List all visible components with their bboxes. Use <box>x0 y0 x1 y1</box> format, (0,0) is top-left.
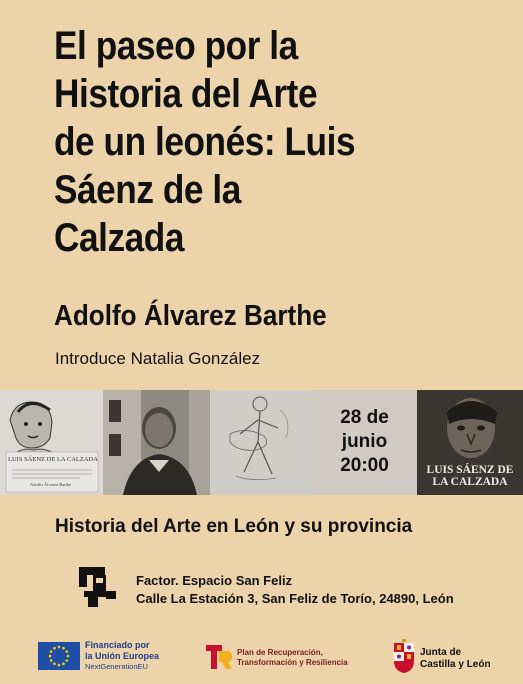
eu-stars-icon <box>38 642 80 670</box>
event-title <box>54 22 441 262</box>
title-line: Sáenz de la <box>54 168 241 212</box>
eu-text-line1: Financiado por <box>85 640 150 650</box>
date-month: junio <box>341 431 388 452</box>
title-line: El paseo por la <box>54 24 298 68</box>
book-cover-image <box>0 390 103 495</box>
title-line: Calzada <box>54 216 184 260</box>
title-line: Historia del Arte <box>54 72 318 116</box>
speaker-name: Adolfo Álvarez Barthe <box>54 300 327 332</box>
eu-text-line3: NextGenerationEU <box>85 662 148 671</box>
factor-logo-icon <box>76 565 120 609</box>
portrait-photo <box>103 390 210 495</box>
date-day: 28 de <box>340 407 389 428</box>
sketch-illustration <box>210 390 312 495</box>
title-line: de un leonés: Luis <box>54 120 356 164</box>
eu-flag-icon <box>38 642 80 670</box>
painted-portrait <box>417 390 523 495</box>
portrait-caption: LUIS SÁENZ DE LA CALZADA <box>426 464 514 488</box>
castilla-leon-shield-icon <box>393 639 415 673</box>
sponsor-footer <box>0 632 523 684</box>
venue-address: Calle La Estación 3, San Feliz de Torío, 24890, León <box>136 591 454 606</box>
event-time: 20:00 <box>340 455 389 476</box>
event-date-box <box>312 390 417 495</box>
prtr-text-line2: Transformación y Resiliencia <box>237 658 348 667</box>
jcyl-text-line1: Junta de <box>420 647 462 658</box>
book-cover-illustration <box>0 390 103 495</box>
prtr-logo-icon <box>205 642 233 670</box>
image-strip <box>0 390 523 495</box>
venue-name: Factor. Espacio San Feliz <box>136 573 293 588</box>
book-cover-title: LUIS SÁENZ DE LA CALZADA <box>8 456 98 463</box>
man-photo-illustration <box>103 390 210 495</box>
book-cover-author: Adolfo Álvarez Barthe <box>30 482 72 487</box>
introducer-text: Introduce Natalia González <box>55 349 261 368</box>
sketch-drawing <box>210 390 312 495</box>
prtr-text-line1: Plan de Recuperación, <box>237 648 323 657</box>
event-date <box>312 406 417 478</box>
jcyl-text-line2: Castilla y León <box>420 659 491 670</box>
eu-text-line2: la Unión Europea <box>85 651 160 661</box>
series-title: Historia del Arte en León y su provincia <box>55 516 413 537</box>
